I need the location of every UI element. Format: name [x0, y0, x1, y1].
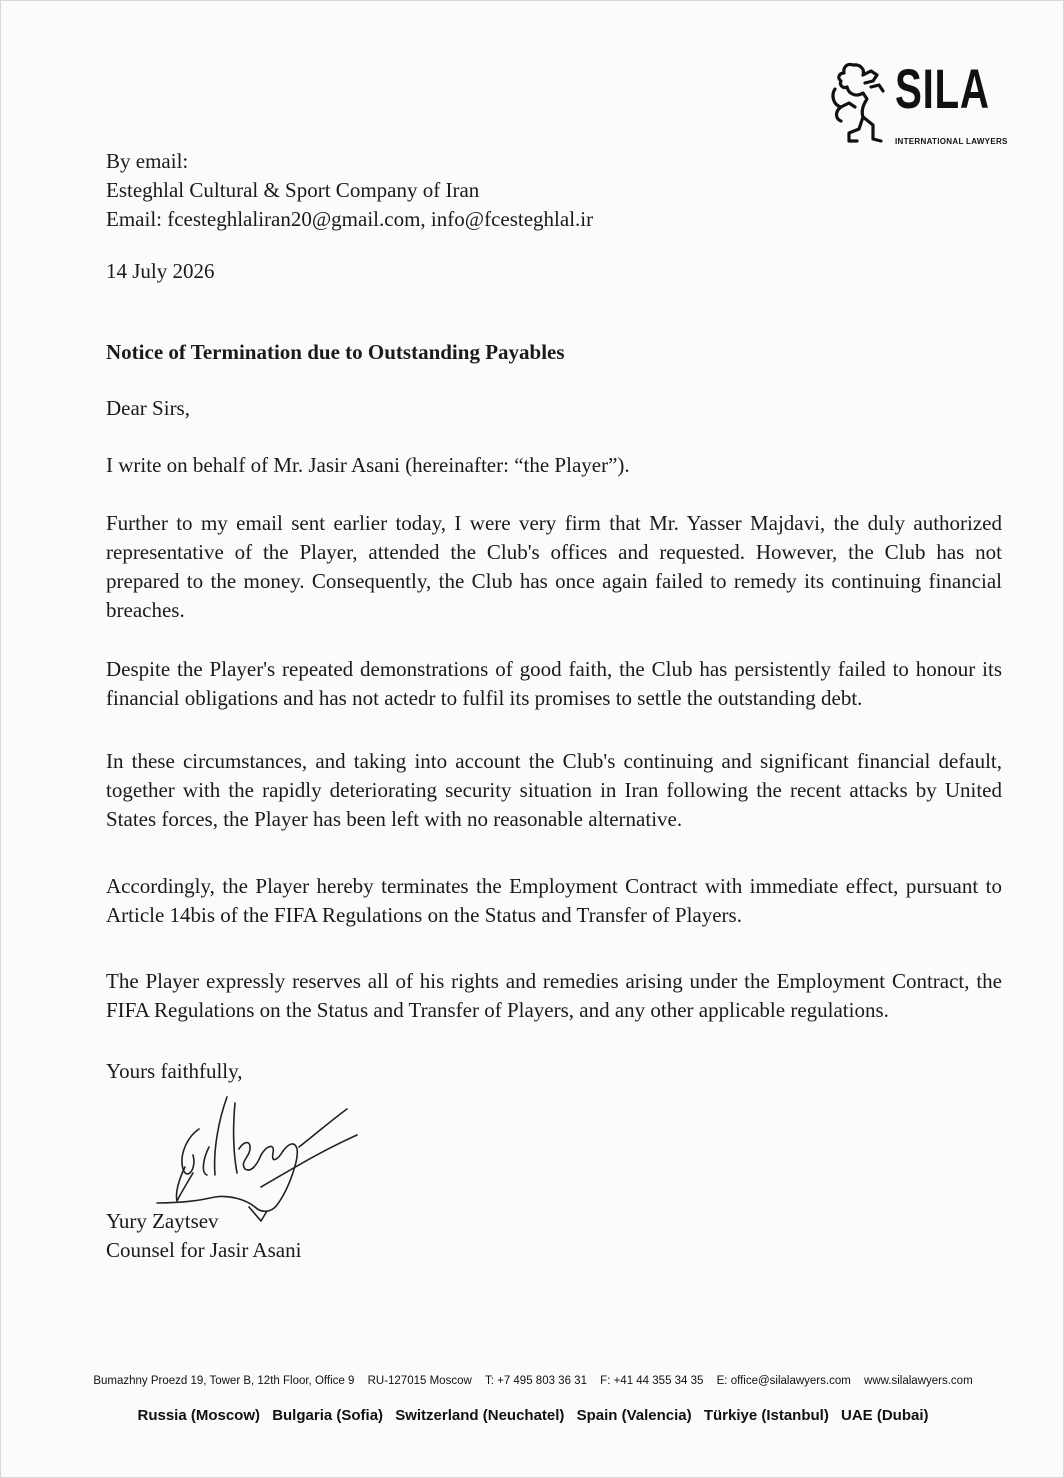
- footer-website[interactable]: www.silalawyers.com: [864, 1375, 973, 1387]
- recipient-email: Email: fcesteghlaliran20@gmail.com, info@fcesteghlal.ir: [106, 207, 594, 231]
- delivery-method: By email:: [106, 149, 189, 173]
- signatory-title: Counsel for Jasir Asani: [106, 1238, 302, 1262]
- paragraph-2: [106, 509, 1002, 625]
- paragraph-text: In these circumstances, and taking into account the Club's continuing and significant financial default, together with the rapidly deteriorating security situation in Iran following the recent attacks by United States forces, the Player has been left with no reasonable alternative.: [106, 749, 1002, 831]
- footer-fax: F: +41 44 355 34 35: [600, 1375, 704, 1387]
- letter-subject: Notice of Termination due to Outstanding Payables: [106, 340, 565, 364]
- office-item: UAE (Dubai): [841, 1407, 929, 1424]
- paragraph-text: The Player expressly reserves all of his rights and remedies arising under the Employment Contract, the FIFA Regulations on the Status and Transfer of Players, and any other applicable regulations.: [106, 969, 1002, 1022]
- recipient-name: Esteghlal Cultural & Sport Company of Iran: [106, 178, 480, 202]
- footer-offices: [1, 1407, 1064, 1424]
- paragraph-4: [106, 747, 1002, 834]
- paragraph-text: I write on behalf of Mr. Jasir Asani (hereinafter: “the Player”).: [106, 453, 630, 477]
- paragraph-3: [106, 655, 1002, 713]
- closing: Yours faithfully,: [106, 1059, 243, 1083]
- paragraph-text: Further to my email sent earlier today, I were very firm that Mr. Yasser Majdavi, the duly authorized representative of the Player, attended the Club's offices and requested. However, the Club has not prepared to the money. Consequently, the Club has once again failed to remedy its continuing financial breaches.: [106, 511, 1002, 622]
- signatory-name: Yury Zaytsev: [106, 1209, 219, 1233]
- logo-wordmark: SILA: [895, 57, 990, 120]
- logo-tagline: INTERNATIONAL LAWYERS: [895, 137, 1008, 146]
- footer-address: Bumazhny Proezd 19, Tower B, 12th Floor, Office 9: [93, 1375, 355, 1387]
- paragraph-5: [106, 872, 1002, 930]
- footer-email[interactable]: E: office@silalawyers.com: [716, 1375, 851, 1387]
- lion-rampant-icon: [827, 59, 889, 145]
- paragraph-6: [106, 967, 1002, 1025]
- footer-phone: T: +7 495 803 36 31: [484, 1375, 587, 1387]
- office-item: Bulgaria (Sofia): [272, 1407, 384, 1424]
- office-item: Türkiye (Istanbul): [703, 1407, 829, 1424]
- signatory-block: [106, 1207, 1002, 1265]
- salutation: Dear Sirs,: [106, 396, 190, 420]
- paragraph-text: Despite the Player's repeated demonstrations of good faith, the Club has persistently failed to honour its financial obligations and has not actedr to fulfil its promises to settle the outstanding debt.: [106, 657, 1002, 710]
- recipient-block: [106, 147, 1002, 234]
- sila-logo: [827, 59, 1007, 149]
- footer-contact: [1, 1375, 1064, 1387]
- paragraph-1: [106, 451, 1002, 480]
- letter-date: 14 July 2026: [106, 259, 215, 283]
- paragraph-text: Accordingly, the Player hereby terminates the Employment Contract with immediate effect, pursuant to Article 14bis of the FIFA Regulations on the Status and Transfer of Players.: [106, 874, 1002, 927]
- office-item: Spain (Valencia): [576, 1407, 692, 1424]
- office-item: Switzerland (Neuchatel): [395, 1407, 565, 1424]
- footer-postal: RU-127015 Moscow: [367, 1375, 472, 1387]
- office-item: Russia (Moscow): [137, 1407, 261, 1424]
